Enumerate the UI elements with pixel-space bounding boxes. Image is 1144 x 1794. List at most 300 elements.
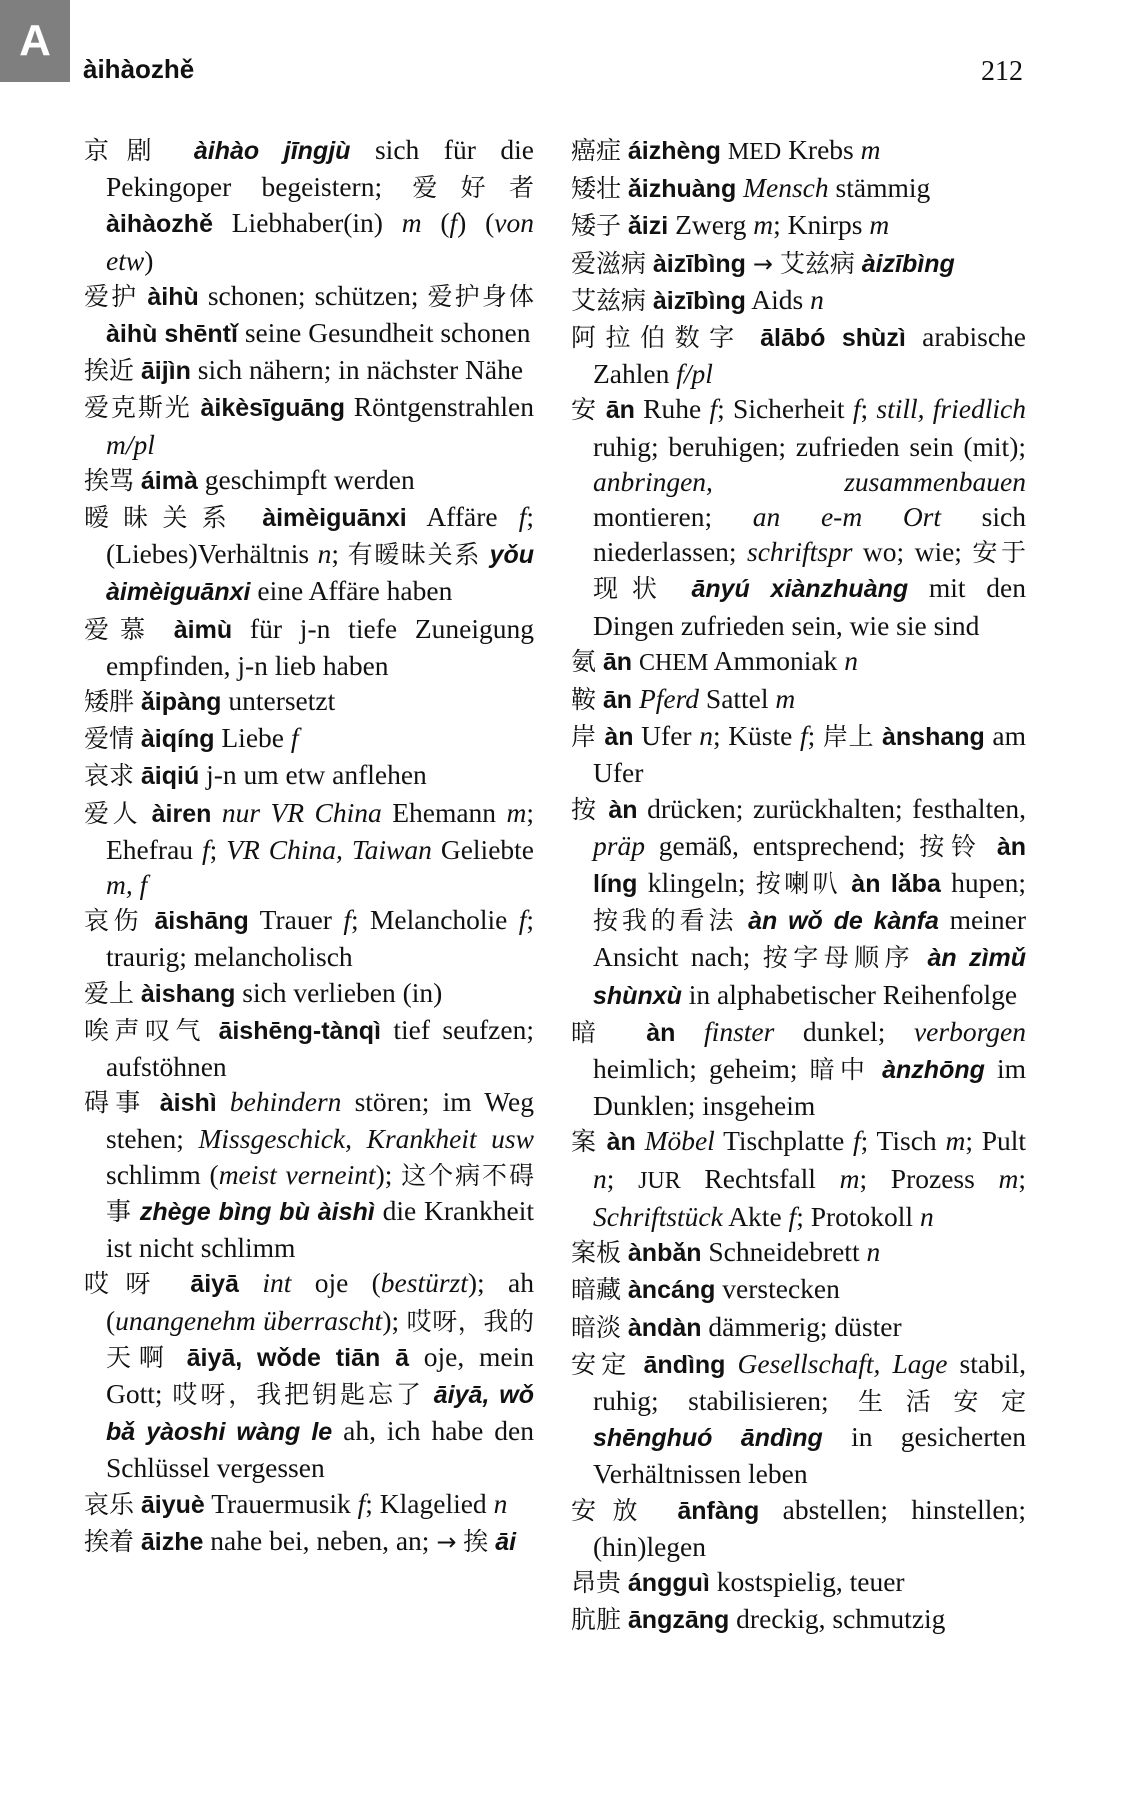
definition-text bbox=[134, 977, 141, 1008]
definition-text bbox=[621, 1311, 628, 1342]
definition-text: nahe bei, neben, an; bbox=[203, 1524, 437, 1556]
definition-text: montieren; bbox=[593, 501, 753, 533]
grammar-label: präp bbox=[593, 829, 645, 861]
pinyin: àizībìng bbox=[652, 249, 746, 278]
pinyin: àn bbox=[604, 723, 634, 752]
pinyin: ǎizi bbox=[627, 212, 669, 241]
definition-text: Sattel bbox=[699, 683, 776, 715]
example-chinese: 艾兹病 bbox=[779, 248, 855, 278]
definition-text: ) ( bbox=[457, 207, 495, 239]
grammar-label: verborgen bbox=[913, 1015, 1026, 1047]
dictionary-entry bbox=[84, 1012, 534, 1084]
dictionary-entry bbox=[571, 681, 1026, 718]
grammar-label: f bbox=[799, 720, 808, 752]
definition-text bbox=[855, 247, 862, 278]
example-pinyin: yǒu àimèiguānxi bbox=[106, 541, 535, 607]
definition-text bbox=[134, 354, 141, 385]
definition-text: heimlich; geheim; bbox=[593, 1053, 810, 1085]
headword: 昂贵 bbox=[571, 1567, 622, 1597]
definition-text bbox=[481, 538, 490, 569]
pinyin: āizhe bbox=[140, 1527, 204, 1556]
definition-text bbox=[217, 1086, 230, 1117]
definition-text: oje ( bbox=[291, 1267, 381, 1299]
definition-text bbox=[632, 645, 639, 676]
definition-text: gemäß, entsprechend; bbox=[644, 829, 920, 861]
headword: 爱情 bbox=[84, 724, 135, 754]
grammar-label: von etw bbox=[106, 207, 534, 276]
cross-reference-arrow: → bbox=[436, 1527, 457, 1556]
example-pinyin: àn wǒ de kànfa bbox=[748, 907, 939, 936]
example-chinese: 按铃 bbox=[919, 831, 984, 861]
definition-text: ); ah ( bbox=[106, 1267, 534, 1336]
grammar-label: nur VR China bbox=[221, 796, 382, 828]
definition-text: ; bbox=[807, 720, 823, 752]
definition-text bbox=[675, 1016, 704, 1047]
pinyin: ànshang bbox=[881, 723, 985, 752]
definition-text: ) bbox=[144, 244, 154, 276]
definition-text: ; bbox=[209, 833, 227, 865]
definition-text: ; Ehefrau bbox=[106, 796, 535, 865]
headword: 鞍 bbox=[571, 685, 597, 715]
dictionary-entry bbox=[84, 1084, 534, 1265]
definition-text: ruhig; beruhigen; zufrieden sein (mit); bbox=[593, 430, 1026, 462]
definition-text: dreckig, schmutzig bbox=[729, 1603, 946, 1635]
headword: 爱克斯光 bbox=[84, 393, 192, 423]
definition-text: dämmerig; düster bbox=[701, 1310, 902, 1342]
definition-text: in gesicherten Verhältnissen leben bbox=[593, 1421, 1026, 1490]
grammar-label: n bbox=[919, 1200, 934, 1232]
pinyin: āndìng bbox=[643, 1350, 726, 1379]
headword: 按 bbox=[571, 794, 599, 824]
example-chinese: 按字母顺序 bbox=[762, 943, 916, 973]
pinyin: āngzāng bbox=[627, 1606, 730, 1635]
dictionary-entry bbox=[571, 718, 1026, 790]
definition-text bbox=[636, 1125, 645, 1156]
example-pinyin: shēnghuó āndìng bbox=[593, 1424, 823, 1453]
pinyin: āiyā bbox=[190, 1270, 239, 1299]
definition-text: meiner Ansicht nach; bbox=[593, 904, 1026, 973]
definition-text: eine Affäre haben bbox=[250, 575, 453, 607]
grammar-label: n bbox=[866, 1236, 881, 1268]
dictionary-entry bbox=[571, 1564, 1026, 1601]
grammar-label: Gesellschaft, Lage bbox=[737, 1347, 948, 1379]
pinyin: ǎizhuàng bbox=[627, 175, 737, 204]
pinyin: àizībìng bbox=[652, 286, 746, 315]
definition-text bbox=[725, 1348, 737, 1379]
pinyin: āiyuè bbox=[140, 1490, 205, 1519]
section-thumb-tab: A bbox=[0, 0, 70, 82]
example-pinyin: àizībìng bbox=[861, 249, 955, 278]
headword: 唉声叹气 bbox=[84, 1015, 207, 1045]
headword: 安 bbox=[571, 395, 598, 425]
definition-text: arabische Zahlen bbox=[593, 321, 1026, 390]
definition-text bbox=[746, 247, 753, 278]
definition-text: Ammoniak bbox=[708, 644, 845, 676]
definition-text bbox=[424, 1378, 434, 1409]
grammar-label: VR China, Taiwan bbox=[226, 833, 432, 865]
definition-text: mit den Dingen zufrieden sein, wie sie sind bbox=[593, 572, 1026, 641]
headword: 暧昧关系 bbox=[84, 503, 242, 533]
headword: 哀乐 bbox=[84, 1489, 135, 1519]
grammar-label: m/pl bbox=[106, 428, 155, 460]
headword: 氨 bbox=[571, 646, 597, 676]
pinyin: àishì bbox=[159, 1089, 217, 1118]
grammar-label: n bbox=[493, 1487, 508, 1519]
example-chinese: 岸上 bbox=[822, 722, 875, 752]
pinyin: ān bbox=[605, 396, 635, 425]
pinyin: āiqiú bbox=[140, 762, 200, 791]
pinyin: ànbǎn bbox=[627, 1239, 702, 1268]
headword: 哎呀 bbox=[84, 1269, 167, 1299]
headword: 艾兹病 bbox=[571, 285, 647, 315]
definition-text bbox=[596, 683, 603, 714]
headword: 爱上 bbox=[84, 978, 135, 1008]
grammar-label: m bbox=[401, 207, 422, 239]
headword: 京剧 bbox=[84, 136, 170, 165]
definition-text bbox=[621, 209, 628, 240]
dictionary-entry bbox=[571, 1234, 1026, 1271]
definition-text bbox=[621, 1273, 628, 1304]
pinyin: àishang bbox=[140, 979, 236, 1008]
definition-text: Aids bbox=[745, 283, 811, 315]
definition-text: Zwerg bbox=[668, 209, 754, 241]
example-chinese: 按喇叭 bbox=[755, 869, 842, 899]
definition-text bbox=[646, 284, 653, 315]
pinyin: āishēng-tànqì bbox=[218, 1016, 381, 1045]
pinyin: àndàn bbox=[627, 1313, 702, 1342]
dictionary-entry bbox=[84, 132, 534, 278]
headword: 碍事 bbox=[84, 1088, 147, 1118]
running-head: àihàozhě bbox=[83, 54, 195, 84]
definition-text: Schneidebrett bbox=[701, 1236, 867, 1268]
pinyin: āiyā, wǒde tiān ā bbox=[186, 1343, 409, 1372]
definition-text bbox=[744, 321, 760, 352]
grammar-label: m bbox=[753, 209, 774, 241]
definition-text: drücken; zurückhalten; festhalten, bbox=[637, 792, 1026, 824]
grammar-label: finster bbox=[704, 1015, 775, 1047]
grammar-label: f bbox=[518, 904, 527, 936]
definition-text bbox=[631, 1348, 643, 1379]
pinyin: āijìn bbox=[140, 357, 191, 386]
definition-text: Akte bbox=[722, 1200, 789, 1232]
headword: 爱人 bbox=[84, 798, 142, 828]
headword: 安放 bbox=[571, 1495, 654, 1525]
grammar-label: m bbox=[506, 796, 527, 828]
pinyin: áimà bbox=[140, 466, 198, 495]
definition-text: schonen; schützen; bbox=[198, 279, 428, 311]
grammar-label: behindern bbox=[229, 1086, 342, 1118]
grammar-label: n bbox=[593, 1162, 607, 1194]
definition-text: klingeln; bbox=[637, 867, 756, 899]
definition-text: abstellen; hinstellen; (hin)legen bbox=[593, 1493, 1026, 1562]
pinyin: ānfàng bbox=[677, 1496, 760, 1525]
definition-text: geschimpft werden bbox=[197, 463, 415, 495]
definition-text bbox=[147, 1086, 160, 1117]
definition-text: Rechtsfall bbox=[680, 1162, 840, 1194]
definition-text: ; bbox=[331, 538, 348, 570]
grammar-label: Mensch bbox=[743, 172, 829, 204]
grammar-label: anbringen, zusammenbauen bbox=[593, 465, 1026, 497]
pinyin: àn bbox=[646, 1018, 676, 1047]
dictionary-entry bbox=[84, 757, 534, 794]
definition-text: ; Sicherheit bbox=[717, 393, 853, 425]
pinyin: āishāng bbox=[154, 907, 249, 936]
dictionary-entry bbox=[571, 282, 1026, 319]
definition-text bbox=[654, 1494, 677, 1525]
definition-text: verstecken bbox=[715, 1273, 840, 1305]
headword: 挨近 bbox=[84, 356, 135, 386]
grammar-label: still, friedlich bbox=[876, 393, 1026, 425]
definition-text: ; (Liebes)Verhältnis bbox=[106, 501, 534, 570]
definition-text: Ufer bbox=[633, 720, 700, 752]
example-chinese: 生活安定 bbox=[858, 1386, 1026, 1416]
definition-text: sich für die Pekingoper begeistern; bbox=[106, 134, 534, 203]
definition-text bbox=[134, 685, 141, 716]
headword: 安定 bbox=[571, 1349, 632, 1379]
grammar-label: f bbox=[449, 207, 458, 239]
dictionary-entry bbox=[84, 611, 534, 683]
domain-label: CHEM bbox=[638, 649, 709, 676]
pinyin: àihù bbox=[147, 282, 199, 311]
definition-text bbox=[646, 247, 653, 278]
definition-text: untersetzt bbox=[221, 685, 336, 717]
definition-text bbox=[141, 797, 151, 828]
example-chinese: 这个病不碍事 bbox=[106, 1160, 534, 1226]
example-chinese: 哎呀，我的天啊 bbox=[106, 1306, 534, 1372]
grammar-label: f bbox=[343, 904, 351, 936]
definition-text bbox=[241, 501, 262, 532]
definition-text bbox=[599, 793, 609, 824]
example-pinyin: āiyā, wǒ bǎ yàoshi wàng le bbox=[106, 1380, 534, 1447]
definition-text bbox=[983, 830, 997, 861]
dictionary-entry bbox=[84, 278, 534, 352]
definition-text: Geliebte bbox=[431, 833, 535, 865]
headword: 矮胖 bbox=[84, 687, 135, 717]
definition-text: ; Tisch bbox=[860, 1125, 946, 1157]
dictionary-entry bbox=[84, 462, 534, 499]
headword: 案板 bbox=[571, 1238, 622, 1268]
grammar-label: n bbox=[699, 720, 713, 752]
definition-text bbox=[132, 1195, 140, 1226]
definition-text bbox=[143, 904, 154, 935]
definition-text: Trauermusik bbox=[204, 1487, 358, 1519]
dictionary-entry bbox=[571, 170, 1026, 207]
dictionary-entry bbox=[84, 1486, 534, 1523]
grammar-label: m bbox=[839, 1162, 860, 1194]
headword: 爱滋病 bbox=[571, 248, 647, 278]
definition-text bbox=[737, 904, 748, 935]
pinyin: áizhèng bbox=[627, 137, 721, 165]
headword: 肮脏 bbox=[571, 1605, 622, 1635]
definition-text: ); bbox=[382, 1304, 407, 1336]
pinyin: ángguì bbox=[627, 1568, 710, 1597]
dictionary-entry bbox=[571, 1123, 1026, 1234]
definition-text: Krebs bbox=[781, 134, 861, 165]
grammar-label: an e-m Ort bbox=[752, 501, 942, 533]
headword: 案 bbox=[571, 1127, 598, 1157]
headword: 哀伤 bbox=[84, 906, 143, 936]
example-chinese: 有暧昧关系 bbox=[347, 540, 481, 570]
definition-text bbox=[156, 613, 174, 644]
definition-text bbox=[773, 247, 780, 278]
definition-text: j-n um etw anflehen bbox=[199, 759, 427, 791]
definition-text bbox=[172, 1341, 187, 1372]
example-pinyin: zhège bìng bù àishì bbox=[139, 1197, 375, 1226]
definition-text bbox=[598, 1125, 607, 1156]
grammar-label: m bbox=[945, 1125, 966, 1157]
definition-text: ah, ich habe den Schlüssel vergessen bbox=[106, 1415, 535, 1484]
definition-text: für j-n tiefe Zuneigung empfinden, j-n lieb haben bbox=[106, 612, 534, 681]
dictionary-entry bbox=[571, 643, 1026, 681]
definition-text: im Dunklen; insgeheim bbox=[593, 1053, 1027, 1122]
headword: 矮子 bbox=[571, 211, 622, 241]
definition-text: ; Klagelied bbox=[365, 1487, 494, 1519]
grammar-label: f bbox=[518, 501, 527, 533]
definition-text: stabil, ruhig; stabilisieren; bbox=[593, 1347, 1026, 1416]
definition-text: Tischplatte bbox=[714, 1125, 854, 1157]
definition-text: sich verlieben (in) bbox=[235, 976, 443, 1008]
dictionary-entry bbox=[84, 1523, 534, 1560]
grammar-label: f bbox=[853, 1125, 861, 1157]
definition-text: sich nähern; in nächster Nähe bbox=[190, 354, 524, 386]
definition-text: ( bbox=[421, 207, 450, 239]
pinyin: àiqíng bbox=[140, 725, 215, 754]
grammar-label: m bbox=[775, 683, 796, 715]
definition-text: schlimm ( bbox=[106, 1158, 219, 1190]
domain-label: JUR bbox=[638, 1167, 681, 1194]
example-chinese: 按我的看法 bbox=[593, 906, 738, 936]
definition-text bbox=[239, 1267, 262, 1298]
definition-text bbox=[621, 134, 628, 165]
dictionary-entry bbox=[84, 975, 534, 1012]
headword: 暗淡 bbox=[571, 1312, 622, 1342]
definition-text: oje, mein Gott; bbox=[106, 1340, 534, 1409]
definition-text: in alphabetischer Reihenfolge bbox=[681, 978, 1018, 1010]
definition-text: seine Gesundheit schonen bbox=[237, 317, 531, 349]
grammar-label: m, f bbox=[106, 869, 148, 901]
grammar-label: n bbox=[810, 283, 824, 315]
dictionary-entry bbox=[571, 245, 1026, 282]
grammar-label: f bbox=[709, 393, 718, 425]
dictionary-entry bbox=[571, 132, 1026, 170]
definition-text: tief seufzen; aufstöhnen bbox=[106, 1013, 534, 1083]
headword: 爱慕 bbox=[84, 614, 156, 644]
definition-text bbox=[206, 1014, 218, 1045]
grammar-label: f bbox=[202, 833, 210, 865]
definition-text: ; Melancholie bbox=[350, 904, 519, 936]
definition-text: Liebhaber(in) bbox=[212, 207, 402, 239]
grammar-label: m bbox=[869, 209, 890, 241]
pinyin: àncáng bbox=[627, 1276, 716, 1305]
definition-text: Ehemann bbox=[381, 796, 507, 828]
dictionary-entry bbox=[571, 1271, 1026, 1308]
definition-text: ; Pult bbox=[965, 1125, 1027, 1157]
headword: 癌症 bbox=[571, 136, 622, 165]
pinyin: ālābó shùzì bbox=[760, 324, 906, 353]
definition-text bbox=[134, 722, 141, 753]
definition-text: Liebe bbox=[214, 722, 291, 754]
headword: 矮壮 bbox=[571, 174, 622, 204]
definition-text bbox=[874, 720, 882, 751]
pinyin: àihù shēntǐ bbox=[106, 320, 238, 349]
definition-text bbox=[870, 1053, 882, 1084]
headword: 阿拉伯数字 bbox=[571, 323, 744, 353]
pinyin: àn líng bbox=[593, 832, 1027, 899]
headword: 岸 bbox=[571, 722, 597, 752]
grammar-label: f bbox=[290, 722, 299, 754]
example-pinyin: ānyú xiànzhuàng bbox=[691, 575, 909, 604]
dictionary-entry bbox=[84, 795, 534, 903]
grammar-label: f bbox=[357, 1487, 366, 1519]
definition-text bbox=[621, 172, 628, 203]
definition-text: ; Küste bbox=[712, 720, 800, 752]
definition-text bbox=[597, 393, 605, 424]
example-chinese: 安于现状 bbox=[593, 538, 1026, 604]
definition-text: Röntgenstrahlen bbox=[344, 391, 534, 423]
definition-text bbox=[621, 1236, 628, 1267]
dictionary-entry bbox=[571, 1014, 1026, 1124]
definition-text: ; bbox=[860, 393, 877, 425]
grammar-label: n bbox=[844, 644, 859, 676]
definition-text bbox=[721, 134, 728, 165]
headword: 挨着 bbox=[84, 1526, 135, 1556]
definition-text: stämmig bbox=[828, 172, 931, 204]
definition-text bbox=[632, 683, 639, 714]
pinyin: ān bbox=[602, 686, 633, 715]
definition-text: ); bbox=[375, 1158, 402, 1190]
definition-text bbox=[621, 1566, 628, 1597]
grammar-label: Möbel bbox=[644, 1125, 715, 1157]
grammar-label: bestürzt bbox=[380, 1267, 468, 1299]
dictionary-entry bbox=[571, 1346, 1026, 1492]
grammar-label: meist verneint bbox=[218, 1158, 376, 1190]
grammar-label: m bbox=[998, 1162, 1019, 1194]
definition-text bbox=[841, 867, 851, 898]
definition-text bbox=[167, 1267, 190, 1298]
pinyin: àihàozhě bbox=[106, 210, 213, 239]
pinyin: ǎipàng bbox=[140, 688, 222, 717]
grammar-label: schriftspr bbox=[747, 536, 853, 568]
dictionary-entry bbox=[571, 391, 1026, 642]
definition-text bbox=[134, 759, 141, 790]
grammar-label: Pferd bbox=[638, 683, 700, 715]
definition-text bbox=[618, 1016, 647, 1047]
example-chinese: 暗中 bbox=[809, 1055, 871, 1085]
grammar-label: m bbox=[860, 134, 881, 165]
grammar-label: Schriftstück bbox=[593, 1200, 723, 1232]
definition-text: sich niederlassen; bbox=[593, 501, 1026, 568]
definition-text: ; Prozess bbox=[859, 1162, 999, 1194]
definition-text: ; Protokoll bbox=[796, 1200, 920, 1232]
definition-text: Ruhe bbox=[634, 393, 710, 425]
pinyin: àn lǎba bbox=[851, 870, 941, 899]
example-pinyin: àihào jīngjù bbox=[193, 137, 351, 165]
dictionary-entry bbox=[84, 902, 534, 974]
dictionary-entry bbox=[571, 1309, 1026, 1346]
page-number: 212 bbox=[981, 56, 1023, 87]
dictionary-entry bbox=[84, 683, 534, 720]
dictionary-entry bbox=[571, 1601, 1026, 1638]
dictionary-entry bbox=[571, 207, 1026, 244]
left-column bbox=[84, 132, 534, 1560]
definition-text: stören; im Weg stehen; bbox=[106, 1086, 535, 1155]
grammar-label: Missgeschick, Krankheit usw bbox=[198, 1123, 534, 1155]
example-pinyin: āi bbox=[495, 1527, 517, 1556]
headword: 爱护 bbox=[84, 281, 139, 311]
definition-text: am Ufer bbox=[593, 720, 1026, 789]
definition-text bbox=[915, 941, 927, 972]
definition-text bbox=[169, 134, 194, 165]
